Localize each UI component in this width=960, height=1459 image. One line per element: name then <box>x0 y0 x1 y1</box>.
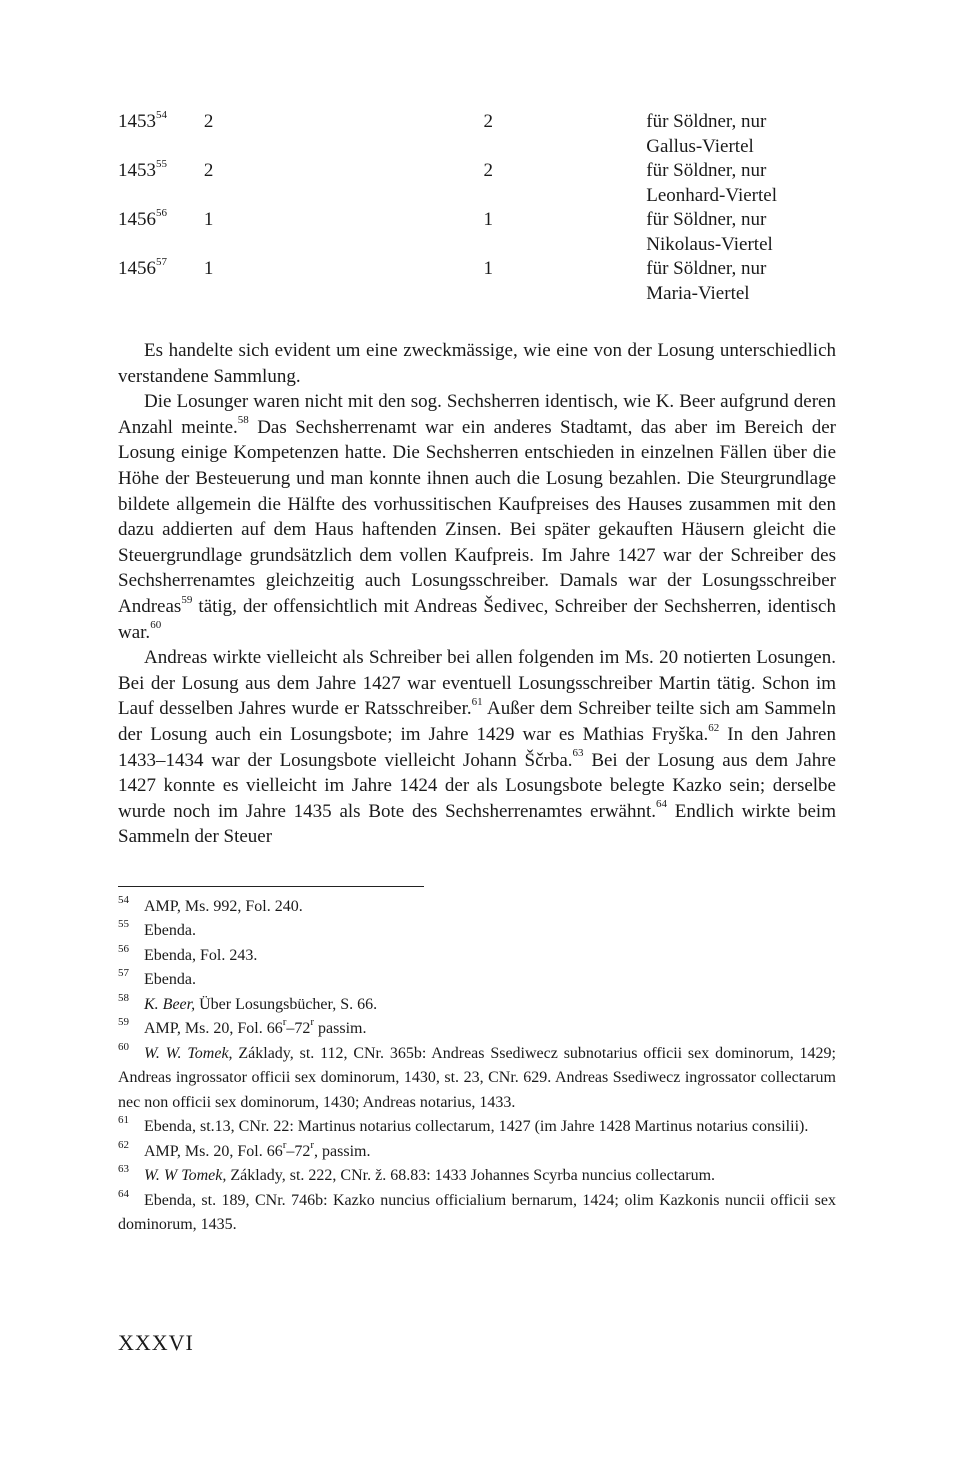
cell-note: für Söldner, nur <box>646 160 767 181</box>
cell-note: für Söldner, nur <box>646 111 767 132</box>
paragraph: Andreas wirkte vielleicht als Schreiber bei allen folgenden im Ms. 20 notierten Losungen. Bei der Losung aus dem Jahre 1427 war eventuell Losungsschreiber Martin tätig. Schon im Lauf desselben Jahres wurde er Ratsschreiber.$^{61}$ Außer dem Schreiber teilte sich am Sammeln der Losung auch ein Losungsbote; im Jahre 1429 war es Mathias Fryška.$^{62}$ In den Jahren 1433–1434 war der Losungsbote vielleicht Johann Ščrba.$^{63}$ Bei der Losung aus dem Jahre 1427 konnte es vielleicht im Jahre 1424 der als Losungsbote belegte Kazko sein; derselbe wurde noch im Jahre 1435 als Bote des Sechsherrenamtes erwähnt.$^{64}$ Endlich wirkte beim Sammeln der Steuer <box>118 647 837 848</box>
footnote-divider <box>118 886 424 887</box>
tax-table <box>118 110 836 306</box>
cell-note-quarter: Maria-Viertel <box>646 282 750 304</box>
footnote: $^{59}$ AMP, Ms. 20, Fol. 66$^r$–72$^r$ passim. <box>118 1016 367 1038</box>
table-row-cont <box>118 135 836 160</box>
table-row <box>118 159 836 184</box>
page-number: XXXVI <box>118 1330 194 1355</box>
footnote: $^{61}$ Ebenda, st.13, CNr. 22: Martinus notarius collectarum, 1427 (im Jahre 1428 Martinus notarius consilii). <box>118 1114 809 1136</box>
cell-note-quarter: Nikolaus-Viertel <box>646 233 773 255</box>
year: 1456 <box>118 209 156 230</box>
footnote-ref[interactable]: 58 <box>237 414 249 427</box>
year: 1453 <box>118 160 156 181</box>
paragraph: Die Losunger waren nicht mit den sog. Sechsherren identisch, wie K. Beer aufgrund deren Anzahl meinte.$^{58}$ Das Sechsherrenamt war ein anderes Stadtamt, das aber im Bereich der Losung einige Kompetenzen hatte. Die Sechsherren entschieden in einzelnen Fällen über die Höhe der Besteuerung und man konnte ihnen auch die Losung bezahlen. Die Steurgrundlage bildete allgemein die Hälfte des vorhussitischen Kaufpreises des Hauses zusammen mit den dazu addierten auf dem Haus haftenden Zinsen. Bei später gekauften Häusern gleicht die Steuergrundlage grundsätzlich dem vollen Kaufpreis. Im Jahre 1427 war der Schreiber des Sechsherrenamtes gleichzeitig auch Losungsschreiber. Damals war der Losungsschreiber Andreas$^{59}$ tätig, der offensichtlich mit Andreas Šedivec, Schreiber der Sechsherren, identisch war.$^{60}$ <box>118 391 836 643</box>
cell-b: 2 <box>483 160 493 181</box>
cell-note: für Söldner, nur <box>646 258 767 279</box>
footnote: $^{58}$ K. Beer, Über Losungsbücher, S. 66. <box>118 991 378 1013</box>
footnote-ref[interactable]: 62 <box>708 721 720 734</box>
cell-note-quarter: Gallus-Viertel <box>646 135 754 157</box>
footnote-ref[interactable]: 59 <box>181 593 193 606</box>
cell-a: 2 <box>203 111 214 132</box>
table-row <box>118 257 836 282</box>
cell-a: 2 <box>203 160 214 181</box>
year: 1453 <box>118 111 156 132</box>
body-text <box>118 338 836 850</box>
cell-note: für Söldner, nur <box>646 209 767 230</box>
footnote-ref[interactable]: 56 <box>156 206 167 219</box>
footnote: $^{56}$ Ebenda, Fol. 243. <box>118 942 258 964</box>
footnote-ref[interactable]: 57 <box>156 255 167 268</box>
table-row-cont <box>118 233 836 258</box>
footnote-ref[interactable]: 63 <box>572 747 584 760</box>
footnote: $^{54}$ AMP, Ms. 992, Fol. 240. <box>118 893 303 915</box>
cell-note-quarter: Leonhard-Viertel <box>646 184 777 206</box>
paragraph: Es handelte sich evident um eine zweckmässige, wie eine von der Losung unterschiedlich verstandene Sammlung. <box>118 340 836 387</box>
footnote-ref[interactable]: 61 <box>471 695 483 708</box>
cell-b: 2 <box>483 111 493 132</box>
cell-b: 1 <box>483 209 493 230</box>
table-row <box>118 208 836 233</box>
cell-a: 1 <box>203 258 214 279</box>
table-row-cont <box>118 184 836 209</box>
footnote: $^{62}$ AMP, Ms. 20, Fol. 66$^r$–72$^r$, passim. <box>118 1138 371 1160</box>
footnote-ref[interactable]: 64 <box>656 798 668 811</box>
page-content <box>118 110 836 1238</box>
cell-a: 1 <box>203 209 214 230</box>
table-row <box>118 110 836 135</box>
footnote-ref[interactable]: 60 <box>150 619 162 632</box>
footnote: $^{55}$ Ebenda. <box>118 918 196 940</box>
footnote: $^{64}$ Ebenda, st. 189, CNr. 746b: Kazko nuncius officialium bernarum, 1424; olim Kazkonis nuncii officii sex dominorum, 1435. <box>118 1187 836 1234</box>
footnote: $^{57}$ Ebenda. <box>118 967 196 989</box>
footnote: $^{63}$ W. W Tomek, Základy, st. 222, CNr. ž. 68.83: 1433 Johannes Scyrba nuncius collectarum. <box>118 1163 716 1185</box>
table-row-cont <box>118 282 836 307</box>
year: 1456 <box>118 258 156 279</box>
footnotes <box>118 895 836 1238</box>
footnote-ref[interactable]: 55 <box>156 157 167 170</box>
cell-b: 1 <box>483 258 493 279</box>
footnote: $^{60}$ W. W. Tomek, Základy, st. 112, CNr. 365b: Andreas Ssediwecz subnotarius officii sex dominorum, 1429; Andreas ingrossator officii sex dominorum, 1430, st. 23, CNr. 629. Andreas Ssediwecz ingrossator collectarum nec non officii sex dominorum, 1430; Andreas notarius, 1433. <box>118 1040 837 1111</box>
footnote-ref[interactable]: 54 <box>156 108 167 121</box>
